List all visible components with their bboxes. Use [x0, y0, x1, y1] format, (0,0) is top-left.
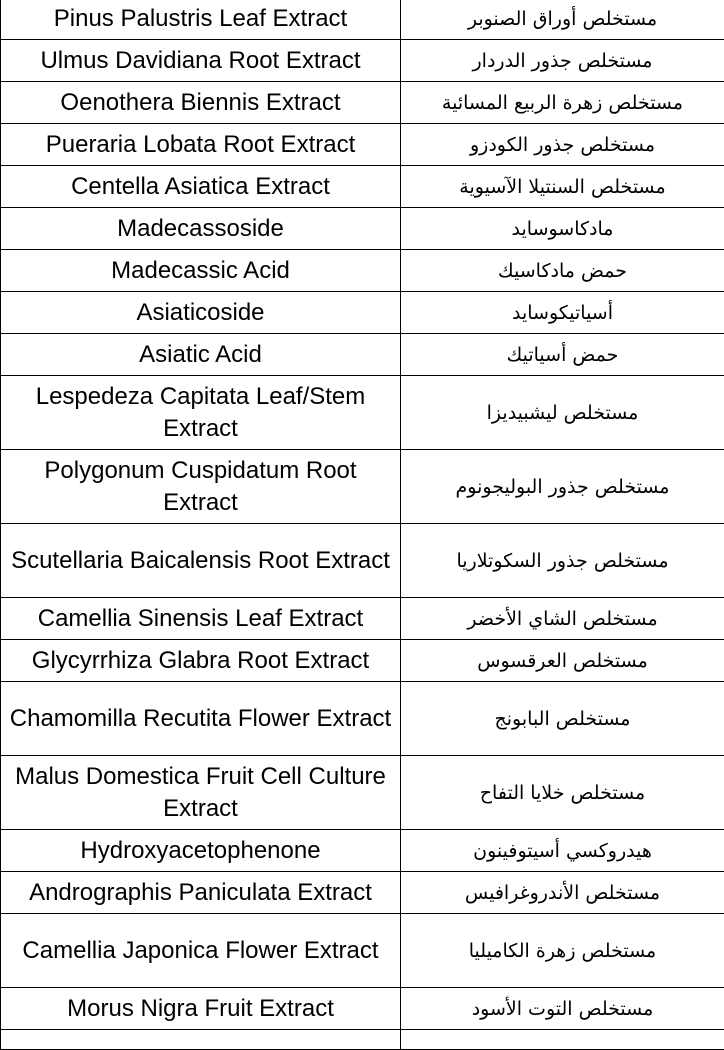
english-name-cell: Lespedeza Capitata Leaf/Stem Extract: [1, 376, 401, 450]
table-row: [1, 988, 724, 1030]
table-row: [1, 682, 724, 756]
arabic-name-cell: هيدروكسي أسيتوفينون: [401, 830, 724, 872]
arabic-name-cell: مستخلص خلايا التفاح: [401, 756, 724, 830]
english-name-cell: Morus Nigra Fruit Extract: [1, 988, 401, 1030]
english-name-cell: Polygonum Cuspidatum Root Extract: [1, 450, 401, 524]
english-name-cell: Madecassic Acid: [1, 250, 401, 292]
table-row: [1, 0, 724, 40]
english-name-cell: Oenothera Biennis Extract: [1, 82, 401, 124]
english-name-cell: Andrographis Paniculata Extract: [1, 872, 401, 914]
table-row: [1, 524, 724, 598]
table-row: [1, 376, 724, 450]
empty-cell: [401, 1030, 724, 1050]
english-name-cell: Scutellaria Baicalensis Root Extract: [1, 524, 401, 598]
english-name-cell: Pinus Palustris Leaf Extract: [1, 0, 401, 40]
table-row: [1, 598, 724, 640]
english-name-cell: Asiaticoside: [1, 292, 401, 334]
english-name-cell: Chamomilla Recutita Flower Extract: [1, 682, 401, 756]
english-name-cell: Glycyrrhiza Glabra Root Extract: [1, 640, 401, 682]
arabic-name-cell: مستخلص أوراق الصنوبر: [401, 0, 724, 40]
table-row: [1, 756, 724, 830]
arabic-name-cell: مادكاسوسايد: [401, 208, 724, 250]
arabic-name-cell: حمض مادكاسيك: [401, 250, 724, 292]
table-row: [1, 914, 724, 988]
english-name-cell: Camellia Sinensis Leaf Extract: [1, 598, 401, 640]
english-name-cell: Malus Domestica Fruit Cell Culture Extract: [1, 756, 401, 830]
table-row: [1, 640, 724, 682]
english-name-cell: Hydroxyacetophenone: [1, 830, 401, 872]
table-row: [1, 250, 724, 292]
arabic-name-cell: مستخلص الشاي الأخضر: [401, 598, 724, 640]
arabic-name-cell: مستخلص زهرة الربيع المسائية: [401, 82, 724, 124]
arabic-name-cell: مستخلص الأندروغرافيس: [401, 872, 724, 914]
arabic-name-cell: مستخلص جذور الكودزو: [401, 124, 724, 166]
arabic-name-cell: مستخلص التوت الأسود: [401, 988, 724, 1030]
arabic-name-cell: مستخلص زهرة الكاميليا: [401, 914, 724, 988]
english-name-cell: Ulmus Davidiana Root Extract: [1, 40, 401, 82]
table-row: [1, 334, 724, 376]
table-row: [1, 82, 724, 124]
table-row: [1, 830, 724, 872]
english-name-cell: Madecassoside: [1, 208, 401, 250]
arabic-name-cell: مستخلص جذور الدردار: [401, 40, 724, 82]
arabic-name-cell: مستخلص ليشبيديزا: [401, 376, 724, 450]
arabic-name-cell: مستخلص السنتيلا الآسيوية: [401, 166, 724, 208]
english-name-cell: Centella Asiatica Extract: [1, 166, 401, 208]
english-name-cell: Asiatic Acid: [1, 334, 401, 376]
arabic-name-cell: حمض أسياتيك: [401, 334, 724, 376]
arabic-name-cell: مستخلص البابونج: [401, 682, 724, 756]
table-row: [1, 450, 724, 524]
empty-cell: [1, 1030, 401, 1050]
english-name-cell: Pueraria Lobata Root Extract: [1, 124, 401, 166]
english-name-cell: Camellia Japonica Flower Extract: [1, 914, 401, 988]
table-row: [1, 124, 724, 166]
table-row: [1, 292, 724, 334]
arabic-name-cell: أسياتيكوسايد: [401, 292, 724, 334]
arabic-name-cell: مستخلص جذور البوليجونوم: [401, 450, 724, 524]
table-row: [1, 872, 724, 914]
table-row: [1, 208, 724, 250]
arabic-name-cell: مستخلص العرقسوس: [401, 640, 724, 682]
table-row: [1, 40, 724, 82]
table-row: [1, 166, 724, 208]
arabic-name-cell: مستخلص جذور السكوتلاريا: [401, 524, 724, 598]
table-row: [1, 1030, 724, 1050]
